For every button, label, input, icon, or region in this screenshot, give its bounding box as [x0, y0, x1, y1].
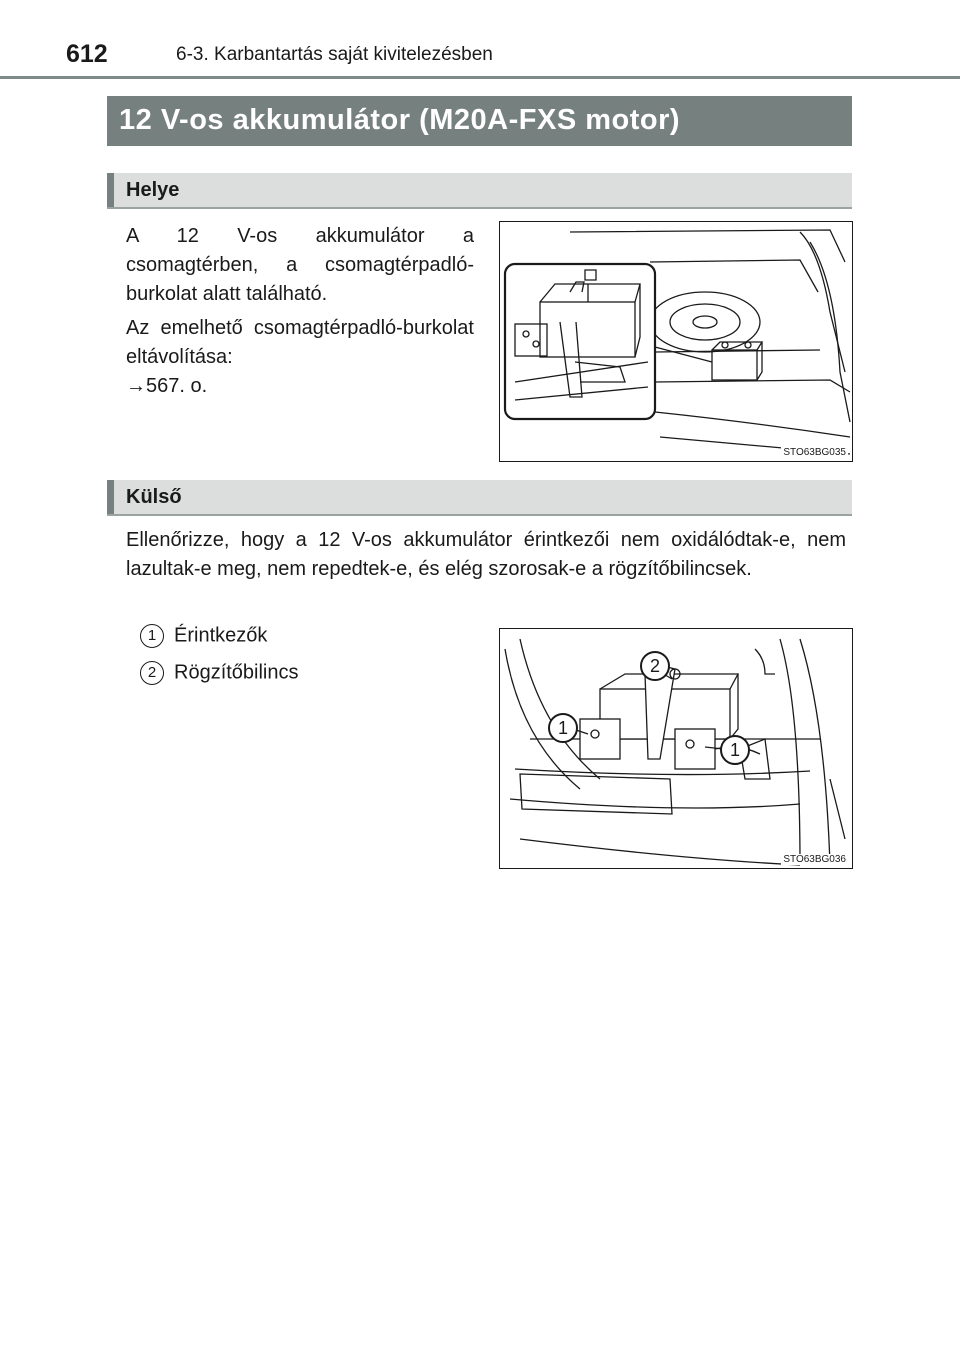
legend-number-2: 2	[140, 661, 164, 685]
header-rule	[0, 76, 960, 79]
subsection-location	[107, 173, 852, 209]
battery-location-illustration	[500, 222, 852, 461]
location-text-2	[126, 314, 474, 401]
figure-code-2: STO63BG036	[783, 854, 846, 865]
exterior-text: Ellenőrizze, hogy a 12 V-os akkumulátor érintkezői nem oxidálódtak-e, nem lazultak-e meg, nem repedtek-e, és elég szorosak-e a rögzítőbilincsek.	[126, 529, 846, 580]
location-text-1: A 12 V-os akkumulátor a csomagtérben, a csomagtérpadló-burkolat alatt található.	[126, 225, 474, 305]
location-text-2-line1: Az emelhető csomagtérpadló-burkolat eltávolítása:	[126, 317, 474, 368]
section-title-bar	[107, 96, 852, 146]
legend-number-1: 1	[140, 624, 164, 648]
legend-label-2: Rögzítőbilincs	[174, 661, 299, 684]
callout-contact-left: 1	[548, 713, 578, 743]
subsection-marker	[107, 173, 114, 207]
page-number: 612	[66, 40, 108, 68]
callout-clamp: 2	[640, 651, 670, 681]
callout-contact-right: 1	[720, 735, 750, 765]
subsection-exterior-heading: Külső	[126, 486, 182, 508]
page-ref-arrow: →	[126, 375, 146, 397]
subsection-location-heading: Helye	[126, 179, 180, 201]
figure-battery-location	[499, 221, 853, 462]
subsection-exterior	[107, 480, 852, 516]
figure-code-1: STO63BG035	[783, 447, 846, 458]
legend-item-2	[140, 661, 299, 685]
chapter-title: 6-3. Karbantartás saját kivitelezésben	[176, 44, 493, 65]
subsection-marker	[107, 480, 114, 514]
legend-item-1	[140, 624, 267, 648]
figure-battery-exterior	[499, 628, 853, 869]
battery-exterior-illustration	[500, 629, 852, 868]
page-ref: 567. o.	[146, 375, 208, 397]
section-title: 12 V-os akkumulátor (M20A-FXS motor)	[119, 104, 681, 136]
legend-label-1: Érintkezők	[174, 624, 268, 647]
